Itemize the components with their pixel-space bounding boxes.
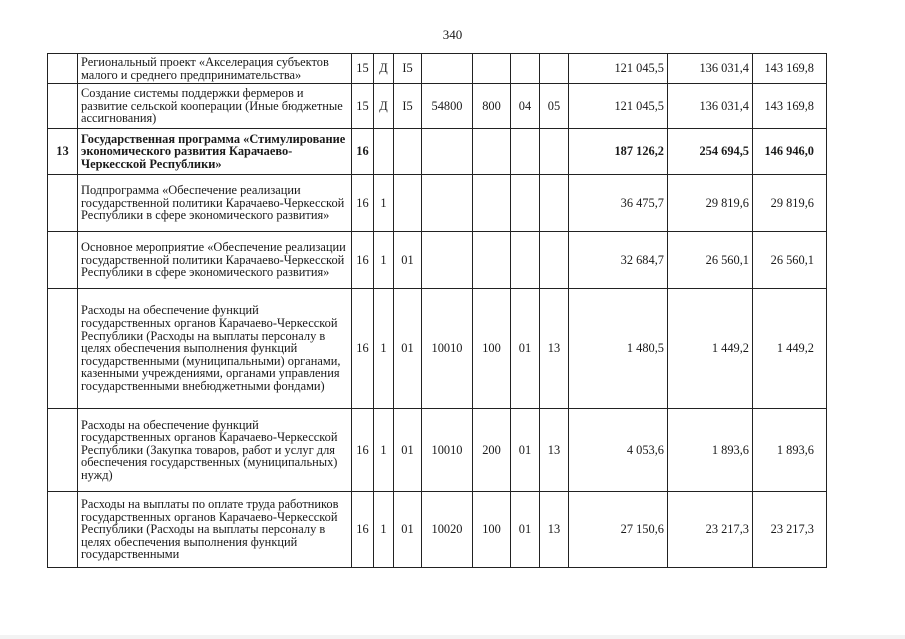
row-name: Государственная программа «Стимулирование экономического развития Карачаево-Черкесской Республики» bbox=[78, 129, 352, 175]
code-5: 100 bbox=[473, 492, 511, 568]
code-1: 16 bbox=[352, 492, 374, 568]
code-1: 16 bbox=[352, 129, 374, 175]
row-number bbox=[48, 492, 78, 568]
code-7 bbox=[540, 54, 569, 84]
code-5: 200 bbox=[473, 409, 511, 492]
code-4 bbox=[422, 54, 473, 84]
amount-3: 1 893,6 bbox=[753, 409, 827, 492]
row-number bbox=[48, 289, 78, 409]
code-5 bbox=[473, 129, 511, 175]
code-2: 1 bbox=[374, 492, 394, 568]
code-4: 10020 bbox=[422, 492, 473, 568]
row-number bbox=[48, 84, 78, 129]
code-3 bbox=[394, 129, 422, 175]
amount-2: 136 031,4 bbox=[668, 54, 753, 84]
amount-1: 4 053,6 bbox=[569, 409, 668, 492]
code-3: I5 bbox=[394, 54, 422, 84]
row-name: Расходы на обеспечение функций государственных органов Карачаево-Черкесской Республики (Закупка товаров, работ и услуг для обеспечения государственных (муниципальных) нужд) bbox=[78, 409, 352, 492]
amount-3: 26 560,1 bbox=[753, 232, 827, 289]
code-2: 1 bbox=[374, 289, 394, 409]
amount-3: 143 169,8 bbox=[753, 54, 827, 84]
row-name: Основное мероприятие «Обеспечение реализации государственной политики Карачаево-Черкесской Республики в сфере экономического развития» bbox=[78, 232, 352, 289]
row-name: Подпрограмма «Обеспечение реализации государственной политики Карачаево-Черкесской Республики в сфере экономического развития» bbox=[78, 175, 352, 232]
table-row bbox=[48, 289, 827, 409]
code-1: 16 bbox=[352, 289, 374, 409]
amount-1: 187 126,2 bbox=[569, 129, 668, 175]
code-7 bbox=[540, 175, 569, 232]
code-7: 13 bbox=[540, 409, 569, 492]
amount-2: 29 819,6 bbox=[668, 175, 753, 232]
budget-table bbox=[47, 53, 827, 568]
code-1: 15 bbox=[352, 84, 374, 129]
amount-2: 26 560,1 bbox=[668, 232, 753, 289]
amount-3: 29 819,6 bbox=[753, 175, 827, 232]
code-2: Д bbox=[374, 54, 394, 84]
page-number: 340 bbox=[442, 27, 463, 42]
code-4: 10010 bbox=[422, 289, 473, 409]
code-5 bbox=[473, 54, 511, 84]
amount-2: 23 217,3 bbox=[668, 492, 753, 568]
code-3: 01 bbox=[394, 232, 422, 289]
code-7: 13 bbox=[540, 492, 569, 568]
amount-1: 32 684,7 bbox=[569, 232, 668, 289]
code-4 bbox=[422, 175, 473, 232]
table-row bbox=[48, 409, 827, 492]
code-3: I5 bbox=[394, 84, 422, 129]
code-5 bbox=[473, 232, 511, 289]
code-5: 800 bbox=[473, 84, 511, 129]
row-number bbox=[48, 232, 78, 289]
code-6 bbox=[511, 129, 540, 175]
row-name: Создание системы поддержки фермеров и развитие сельской кооперации (Иные бюджетные ассигнования) bbox=[78, 84, 352, 129]
amount-1: 121 045,5 bbox=[569, 84, 668, 129]
code-3: 01 bbox=[394, 492, 422, 568]
table-row-program bbox=[48, 129, 827, 175]
code-2: 1 bbox=[374, 409, 394, 492]
code-7: 05 bbox=[540, 84, 569, 129]
amount-3: 146 946,0 bbox=[753, 129, 827, 175]
amount-1: 36 475,7 bbox=[569, 175, 668, 232]
code-4: 10010 bbox=[422, 409, 473, 492]
amount-2: 254 694,5 bbox=[668, 129, 753, 175]
row-number bbox=[48, 409, 78, 492]
code-4 bbox=[422, 232, 473, 289]
amount-3: 1 449,2 bbox=[753, 289, 827, 409]
table-row bbox=[48, 492, 827, 568]
row-number bbox=[48, 54, 78, 84]
code-6: 01 bbox=[511, 409, 540, 492]
budget-table-body bbox=[48, 54, 827, 568]
code-3: 01 bbox=[394, 409, 422, 492]
code-6 bbox=[511, 175, 540, 232]
row-name: Расходы на обеспечение функций государственных органов Карачаево-Черкесской Республики (Расходы на выплаты персоналу в целях обеспечения выполнения функций государственными (муниципальными) органами, казенными учреждениями, органами управления государственными внебюджетными фондами) bbox=[78, 289, 352, 409]
code-1: 16 bbox=[352, 409, 374, 492]
row-number bbox=[48, 175, 78, 232]
code-5 bbox=[473, 175, 511, 232]
code-1: 16 bbox=[352, 175, 374, 232]
code-2 bbox=[374, 129, 394, 175]
amount-1: 27 150,6 bbox=[569, 492, 668, 568]
amount-3: 23 217,3 bbox=[753, 492, 827, 568]
row-number: 13 bbox=[48, 129, 78, 175]
table-row bbox=[48, 175, 827, 232]
amount-2: 1 893,6 bbox=[668, 409, 753, 492]
code-6 bbox=[511, 232, 540, 289]
amount-1: 1 480,5 bbox=[569, 289, 668, 409]
code-7 bbox=[540, 129, 569, 175]
code-3 bbox=[394, 175, 422, 232]
amount-2: 136 031,4 bbox=[668, 84, 753, 129]
amount-1: 121 045,5 bbox=[569, 54, 668, 84]
table-row bbox=[48, 84, 827, 129]
scan-edge bbox=[0, 635, 905, 639]
table-row bbox=[48, 54, 827, 84]
code-5: 100 bbox=[473, 289, 511, 409]
code-1: 15 bbox=[352, 54, 374, 84]
code-6: 04 bbox=[511, 84, 540, 129]
amount-3: 143 169,8 bbox=[753, 84, 827, 129]
code-6: 01 bbox=[511, 492, 540, 568]
code-2: 1 bbox=[374, 232, 394, 289]
code-2: Д bbox=[374, 84, 394, 129]
code-7: 13 bbox=[540, 289, 569, 409]
code-6: 01 bbox=[511, 289, 540, 409]
row-name: Региональный проект «Акселерация субъектов малого и среднего предпринимательства» bbox=[78, 54, 352, 84]
code-1: 16 bbox=[352, 232, 374, 289]
code-7 bbox=[540, 232, 569, 289]
code-4 bbox=[422, 129, 473, 175]
table-row bbox=[48, 232, 827, 289]
amount-2: 1 449,2 bbox=[668, 289, 753, 409]
code-4: 54800 bbox=[422, 84, 473, 129]
row-name: Расходы на выплаты по оплате труда работников государственных органов Карачаево-Черкесской Республики (Расходы на выплаты персоналу в целях обеспечения выполнения функций государственными bbox=[78, 492, 352, 568]
code-6 bbox=[511, 54, 540, 84]
code-2: 1 bbox=[374, 175, 394, 232]
code-3: 01 bbox=[394, 289, 422, 409]
